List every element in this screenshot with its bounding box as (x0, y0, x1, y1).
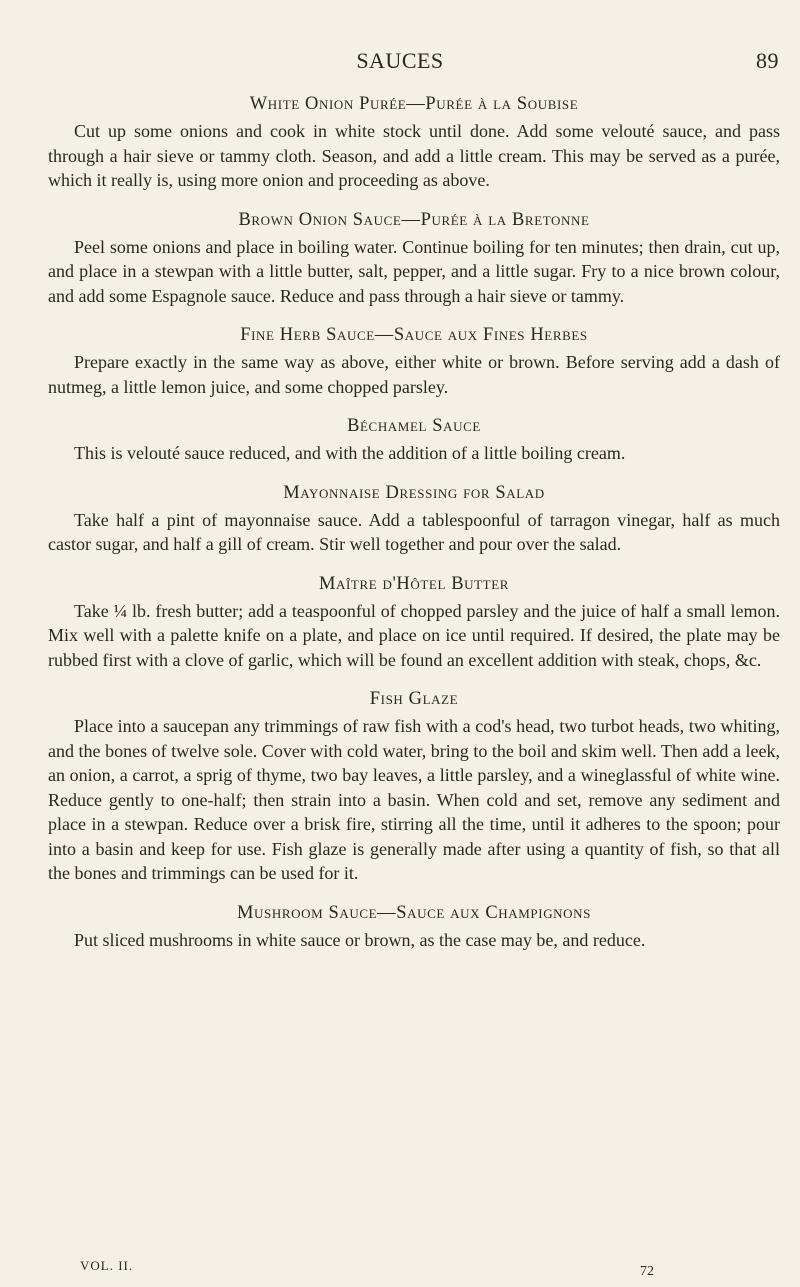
recipe-white-onion-puree (48, 94, 780, 193)
recipe-body: Peel some onions and place in boiling water. Continue boiling for ten minutes; then drain, cut up, and place in a stewpan with a little butter, salt, pepper, and a little sugar. Fry to a nice brown colour, and add some Espagnole sauce. Reduce and pass through a hair sieve or tammy. (48, 236, 780, 306)
recipe-heading: Fish Glaze (369, 689, 459, 709)
recipe-heading: Fine Herb Sauce—Sauce aux Fines Herbes (240, 325, 588, 345)
recipe-heading: Brown Onion Sauce—Purée à la Bretonne (238, 209, 590, 230)
page-number: 89 (756, 48, 779, 73)
recipe-heading: Mayonnaise Dressing for Salad (283, 482, 545, 503)
recipe-body: Place into a saucepan any trimmings of raw fish with a cod's head, two turbot heads, two whiting, and the bones of twelve sole. Cover with cold water, bring to the boil and skim well. Then add a leek, an onion, a carrot, a sprig of thyme, two bay leaves, a little parsley, and a wineglassful of white wine. Reduce gently to one-half; then strain into a basin. When cold and set, remove any sediment and place in a stewpan. Reduce over a brisk fire, stirring all the time, until it adheres to the spoon; pour into a basin and keep for use. Fish glaze is generally made after using a quantity of fish, so that all the bones and trimmings can be used for it. (48, 716, 780, 883)
recipe-bechamel-sauce (48, 416, 780, 466)
recipe-body: Cut up some onions and cook in white stock until done. Add some velouté sauce, and pass through a hair sieve or tammy cloth. Season, and add a little cream. This may be served as a purée, which it really is, using more onion and proceeding as above. (48, 121, 780, 190)
recipe-fish-glaze (48, 689, 780, 886)
recipe-body: This is velouté sauce reduced, and with the addition of a little boiling cream. (74, 443, 626, 463)
recipe-maitre-d-hotel-butter (48, 574, 780, 673)
recipe-heading: White Onion Purée—Purée à la Soubise (249, 94, 579, 114)
recipe-mushroom-sauce (48, 903, 780, 953)
recipe-heading: Mushroom Sauce—Sauce aux Champignons (237, 902, 591, 923)
folio-number: 72 (640, 1264, 654, 1279)
running-title: SAUCES (356, 48, 444, 73)
page-content (48, 94, 780, 969)
recipe-body: Prepare exactly in the same way as above, either white or brown. Before serving add a dash of nutmeg, a little lemon juice, and some chopped parsley. (48, 352, 780, 397)
volume-signature: VOL. II. (80, 1258, 134, 1273)
recipe-mayonnaise-dressing (48, 483, 780, 557)
recipe-heading: Béchamel Sauce (347, 416, 481, 436)
recipe-brown-onion-sauce (48, 210, 780, 309)
recipe-body: Take ¼ lb. fresh butter; add a teaspoonful of chopped parsley and the juice of half a small lemon. Mix well with a palette knife on a plate, and place on ice until required. If desired, the plate may be rubbed first with a clove of garlic, which will be found an excellent addition with steak, chops, &c. (48, 600, 780, 670)
recipe-body: Put sliced mushrooms in white sauce or brown, as the case may be, and reduce. (74, 929, 646, 950)
recipe-heading: Maître d'Hôtel Butter (318, 573, 510, 594)
recipe-fine-herb-sauce (48, 325, 780, 399)
recipe-body: Take half a pint of mayonnaise sauce. Add a tablespoonful of tarragon vinegar, half as much castor sugar, and half a gill of cream. Stir well together and pour over the salad. (48, 509, 780, 554)
